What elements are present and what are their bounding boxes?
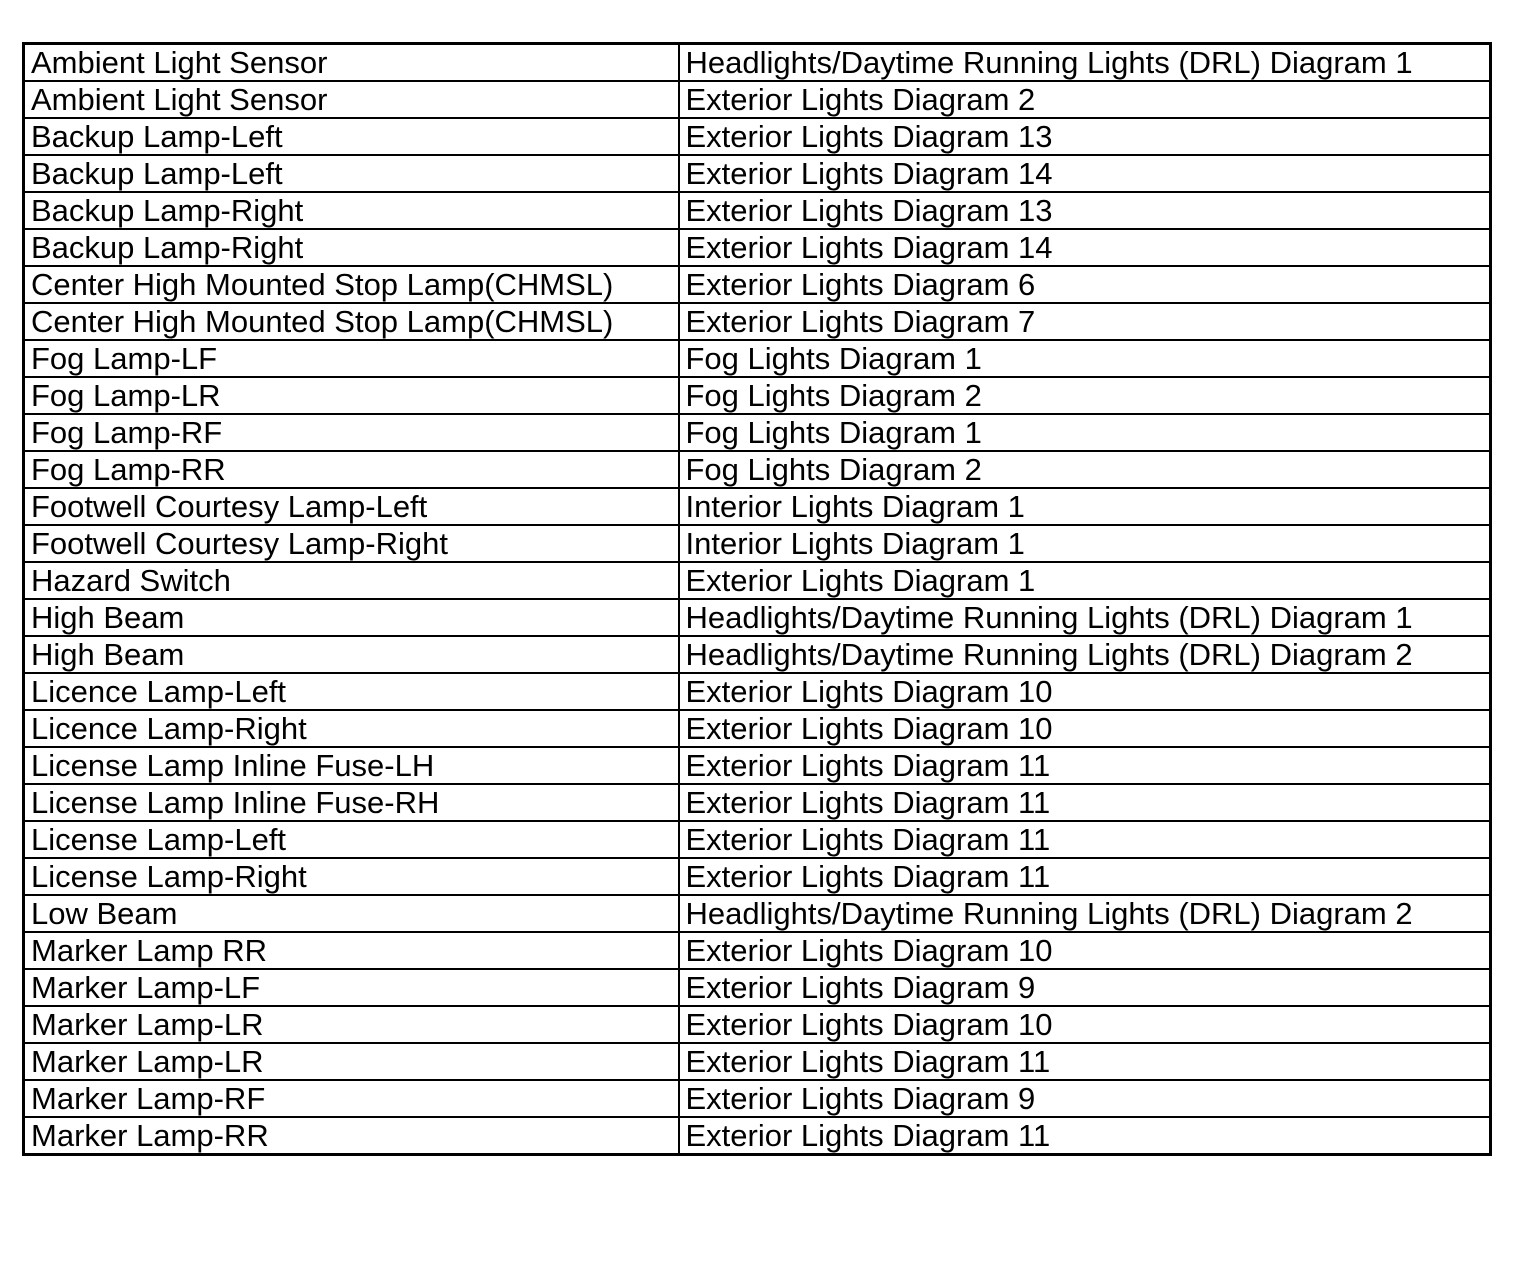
table-row: [24, 81, 1491, 118]
diagram-reference-cell: Fog Lights Diagram 1: [679, 340, 1491, 377]
table-row: [24, 784, 1491, 821]
table-row: [24, 1117, 1491, 1155]
table-row: [24, 1006, 1491, 1043]
table-row: [24, 747, 1491, 784]
component-name-cell: License Lamp-Left: [24, 821, 679, 858]
table-row: [24, 895, 1491, 932]
diagram-reference-cell: Exterior Lights Diagram 1: [679, 562, 1491, 599]
diagram-reference-cell: Exterior Lights Diagram 13: [679, 192, 1491, 229]
diagram-reference-cell: Headlights/Daytime Running Lights (DRL) Diagram 2: [679, 895, 1491, 932]
component-name-cell: Backup Lamp-Right: [24, 192, 679, 229]
component-name-cell: Center High Mounted Stop Lamp(CHMSL): [24, 303, 679, 340]
table-row: [24, 414, 1491, 451]
table-row: [24, 1080, 1491, 1117]
component-name-cell: Marker Lamp RR: [24, 932, 679, 969]
component-name-cell: License Lamp Inline Fuse-RH: [24, 784, 679, 821]
diagram-reference-cell: Exterior Lights Diagram 14: [679, 229, 1491, 266]
diagram-reference-cell: Exterior Lights Diagram 14: [679, 155, 1491, 192]
diagram-reference-cell: Exterior Lights Diagram 9: [679, 969, 1491, 1006]
table-row: [24, 340, 1491, 377]
component-name-cell: Licence Lamp-Left: [24, 673, 679, 710]
component-name-cell: Low Beam: [24, 895, 679, 932]
table-row: [24, 932, 1491, 969]
table-row: [24, 969, 1491, 1006]
diagram-reference-cell: Exterior Lights Diagram 11: [679, 1117, 1491, 1155]
table-row: [24, 451, 1491, 488]
diagram-reference-cell: Exterior Lights Diagram 11: [679, 858, 1491, 895]
component-name-cell: Ambient Light Sensor: [24, 44, 679, 82]
table-row: [24, 377, 1491, 414]
component-name-cell: Ambient Light Sensor: [24, 81, 679, 118]
diagram-reference-cell: Fog Lights Diagram 2: [679, 377, 1491, 414]
diagram-reference-cell: Exterior Lights Diagram 6: [679, 266, 1491, 303]
diagram-reference-cell: Exterior Lights Diagram 11: [679, 1043, 1491, 1080]
component-name-cell: Marker Lamp-RF: [24, 1080, 679, 1117]
table-row: [24, 229, 1491, 266]
component-name-cell: Hazard Switch: [24, 562, 679, 599]
table-row: [24, 525, 1491, 562]
table-row: [24, 710, 1491, 747]
diagram-reference-cell: Exterior Lights Diagram 10: [679, 1006, 1491, 1043]
diagram-reference-cell: Exterior Lights Diagram 13: [679, 118, 1491, 155]
table-row: [24, 266, 1491, 303]
diagram-reference-cell: Headlights/Daytime Running Lights (DRL) Diagram 1: [679, 44, 1491, 82]
component-name-cell: Fog Lamp-RR: [24, 451, 679, 488]
diagram-reference-cell: Interior Lights Diagram 1: [679, 525, 1491, 562]
diagram-reference-cell: Exterior Lights Diagram 10: [679, 932, 1491, 969]
component-name-cell: Marker Lamp-LF: [24, 969, 679, 1006]
component-name-cell: License Lamp Inline Fuse-LH: [24, 747, 679, 784]
diagram-reference-cell: Exterior Lights Diagram 7: [679, 303, 1491, 340]
component-name-cell: License Lamp-Right: [24, 858, 679, 895]
table-row: [24, 118, 1491, 155]
component-name-cell: Marker Lamp-RR: [24, 1117, 679, 1155]
table-row: [24, 44, 1491, 82]
diagram-reference-cell: Headlights/Daytime Running Lights (DRL) Diagram 2: [679, 636, 1491, 673]
component-name-cell: Fog Lamp-RF: [24, 414, 679, 451]
component-name-cell: Center High Mounted Stop Lamp(CHMSL): [24, 266, 679, 303]
diagram-reference-cell: Exterior Lights Diagram 2: [679, 81, 1491, 118]
component-name-cell: Marker Lamp-LR: [24, 1043, 679, 1080]
diagram-reference-cell: Exterior Lights Diagram 11: [679, 821, 1491, 858]
component-name-cell: Backup Lamp-Left: [24, 118, 679, 155]
table-row: [24, 488, 1491, 525]
component-name-cell: Marker Lamp-LR: [24, 1006, 679, 1043]
diagram-reference-cell: Exterior Lights Diagram 11: [679, 747, 1491, 784]
diagram-reference-cell: Interior Lights Diagram 1: [679, 488, 1491, 525]
table-row: [24, 636, 1491, 673]
table-row: [24, 599, 1491, 636]
table-row: [24, 303, 1491, 340]
diagram-reference-cell: Headlights/Daytime Running Lights (DRL) Diagram 1: [679, 599, 1491, 636]
table-row: [24, 1043, 1491, 1080]
component-name-cell: Footwell Courtesy Lamp-Right: [24, 525, 679, 562]
diagram-reference-cell: Exterior Lights Diagram 10: [679, 710, 1491, 747]
table-row: [24, 192, 1491, 229]
component-name-cell: Fog Lamp-LF: [24, 340, 679, 377]
table-row: [24, 155, 1491, 192]
component-name-cell: Backup Lamp-Right: [24, 229, 679, 266]
component-name-cell: Footwell Courtesy Lamp-Left: [24, 488, 679, 525]
table-row: [24, 673, 1491, 710]
component-name-cell: Fog Lamp-LR: [24, 377, 679, 414]
diagram-reference-cell: Exterior Lights Diagram 10: [679, 673, 1491, 710]
component-name-cell: Backup Lamp-Left: [24, 155, 679, 192]
diagram-reference-cell: Fog Lights Diagram 2: [679, 451, 1491, 488]
diagram-reference-cell: Exterior Lights Diagram 11: [679, 784, 1491, 821]
component-index-table: [22, 42, 1492, 1156]
component-name-cell: High Beam: [24, 636, 679, 673]
table-row: [24, 821, 1491, 858]
diagram-reference-cell: Exterior Lights Diagram 9: [679, 1080, 1491, 1117]
table-row: [24, 858, 1491, 895]
component-name-cell: Licence Lamp-Right: [24, 710, 679, 747]
component-name-cell: High Beam: [24, 599, 679, 636]
diagram-reference-cell: Fog Lights Diagram 1: [679, 414, 1491, 451]
table-row: [24, 562, 1491, 599]
